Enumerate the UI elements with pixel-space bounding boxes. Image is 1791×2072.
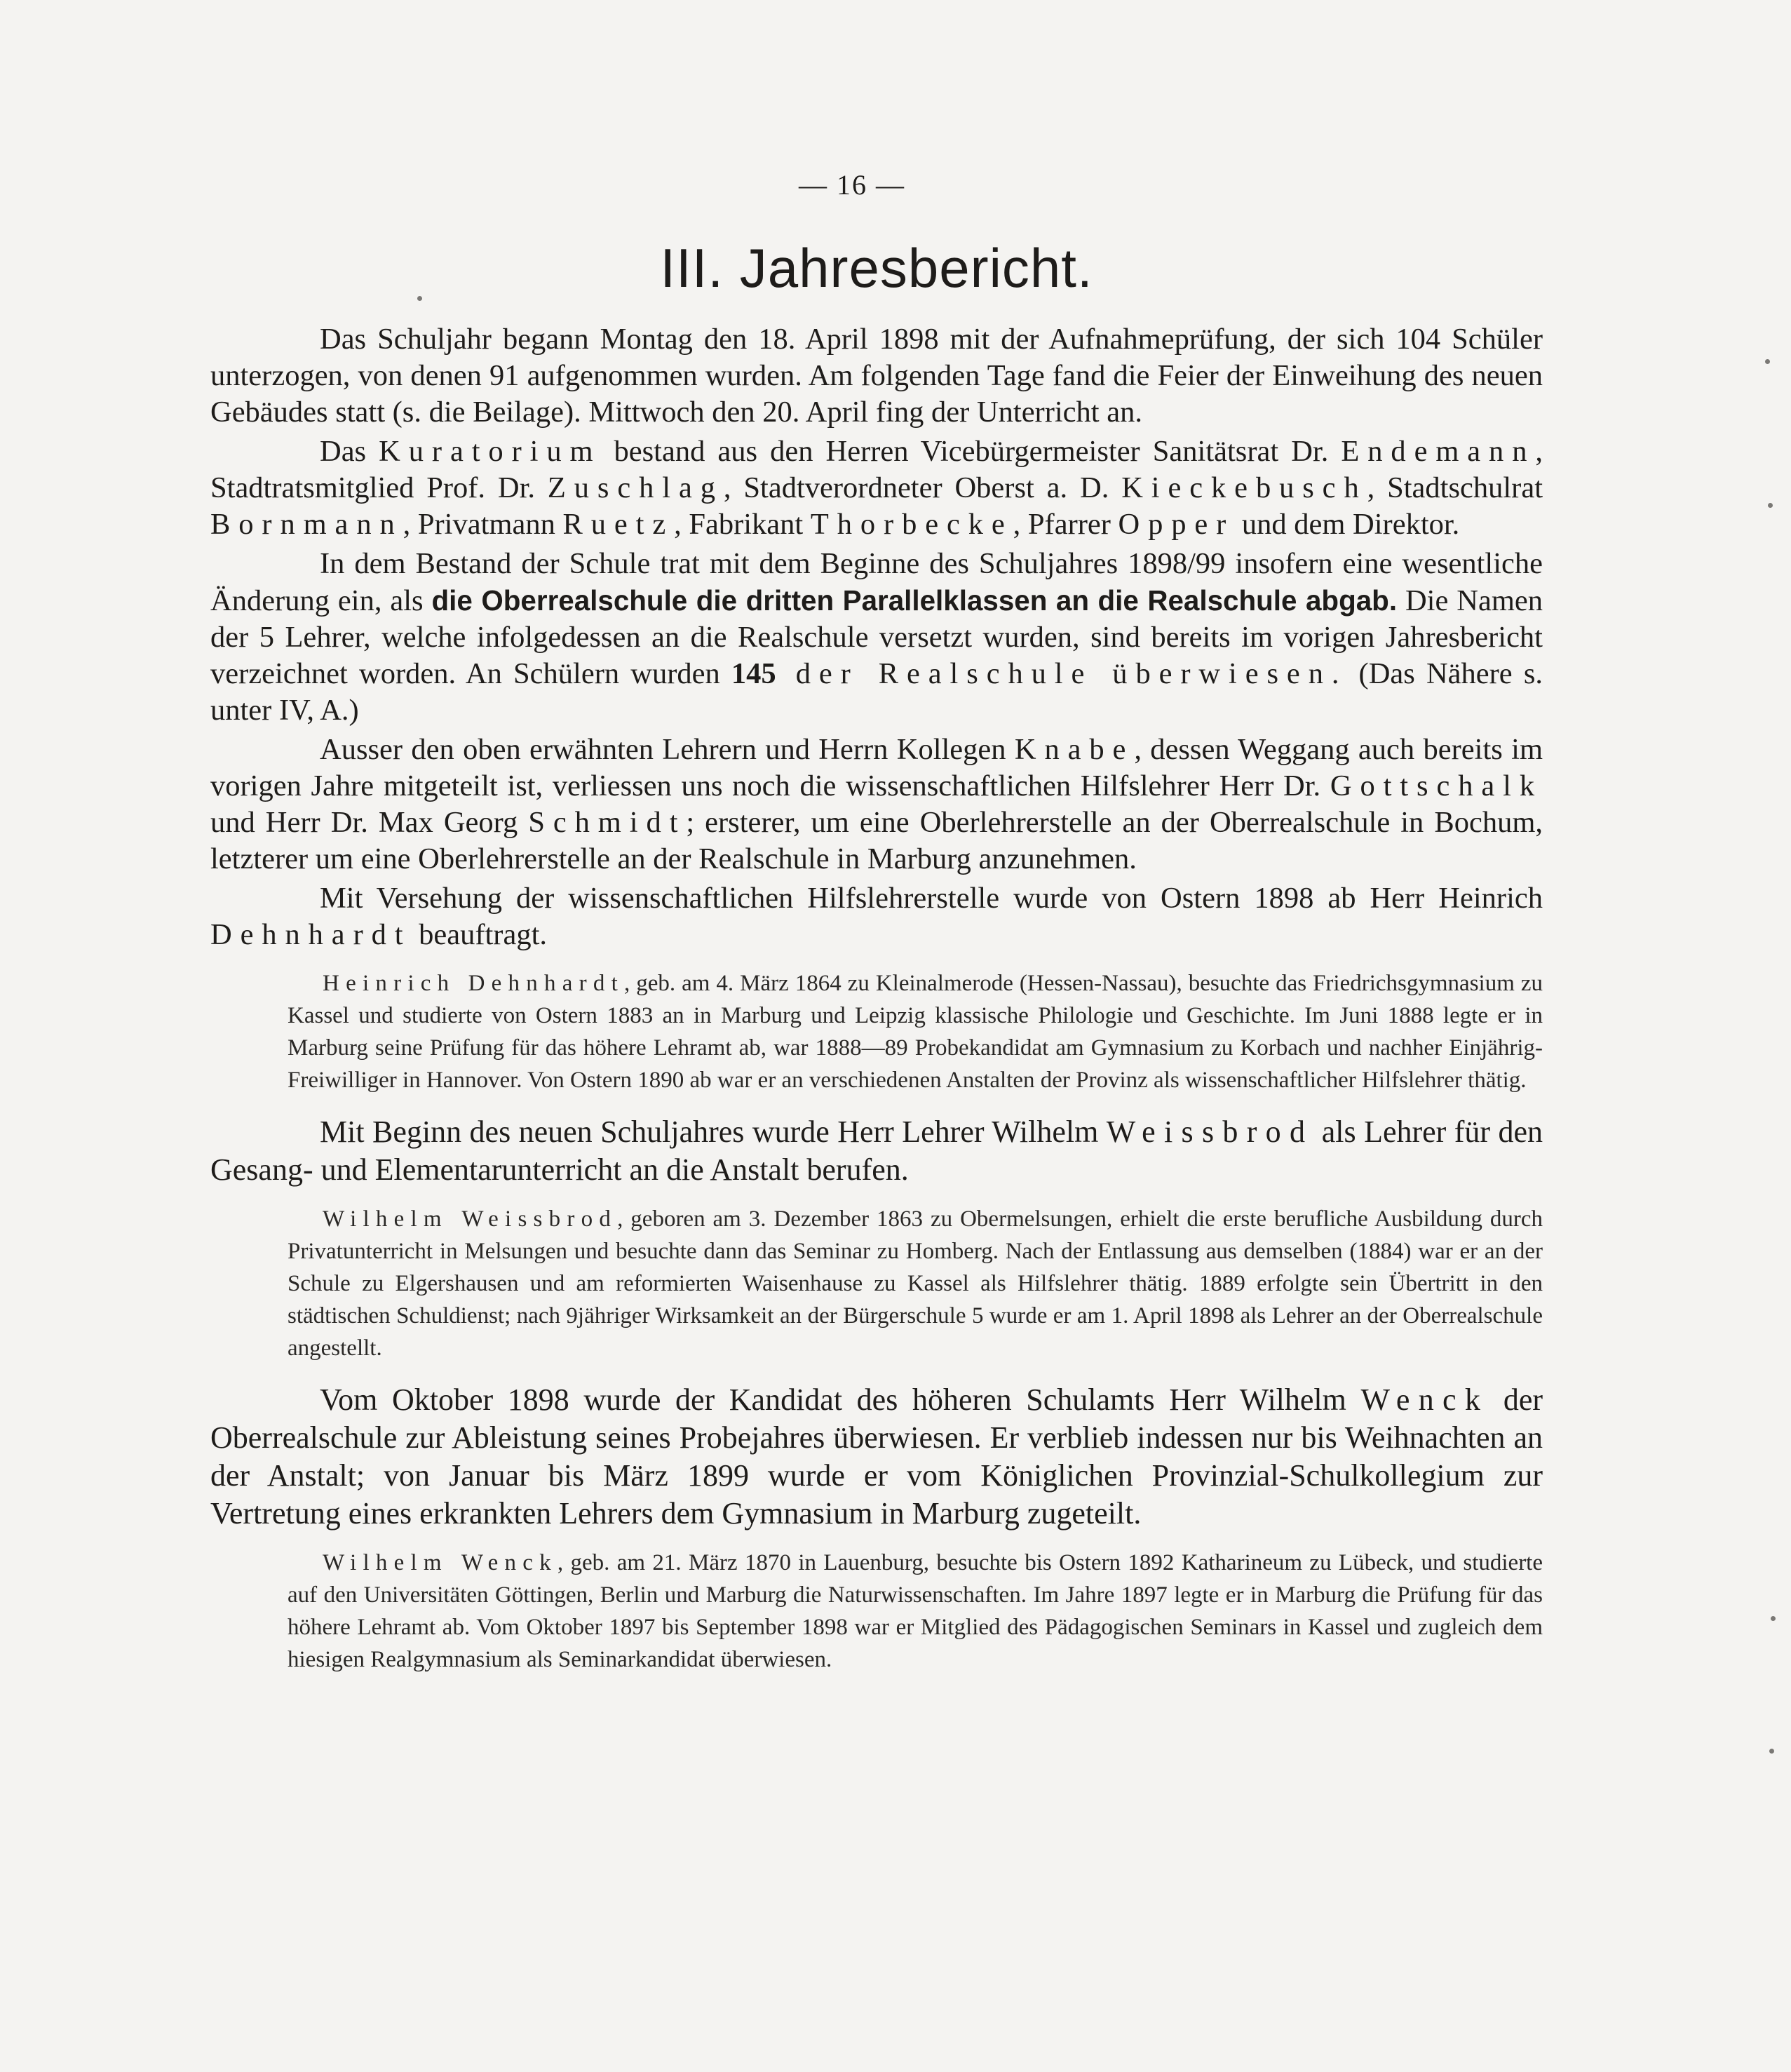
text-run: , Stadtverordneter Oberst a. D. xyxy=(723,471,1122,504)
spaced-name: Thorbecke xyxy=(810,508,1013,541)
paragraph-departures xyxy=(210,732,1543,877)
spaced-text: der Realschule überwiesen. xyxy=(776,657,1348,690)
text-run: , Privatmann xyxy=(403,508,563,541)
paragraph-weissbrod xyxy=(210,1113,1543,1189)
text-run: , Stadtschulrat xyxy=(1367,471,1543,504)
text-run: Mit Versehung der wissenschaftlichen Hilfslehrerstelle wurde von Ostern 1898 ab Herr Heinrich xyxy=(320,882,1543,915)
scan-speck xyxy=(1771,1616,1776,1621)
text-run: , dessen Weggang auch bereits im vorigen Jahre mitgeteilt ist, verliessen uns noch die wissenschaftlichen Hilfslehrer Herr Dr. xyxy=(210,733,1543,802)
paragraph-wenck xyxy=(210,1381,1543,1533)
paragraph-kuratorium xyxy=(210,433,1543,543)
text-run: der Oberrealschule zur Ableistung seines Probejahres überwiesen. Er verblieb indessen nur bis Weihnachten an der Anstalt; von Januar bis März 1899 wurde er vom Königlichen Provinzial-Schulkollegium zur Vertretung eines erkrankten Lehrers dem Gymnasium in Marburg zugeteilt. xyxy=(210,1383,1543,1531)
document-page xyxy=(210,168,1543,1693)
spaced-name: Weissbrod xyxy=(1106,1115,1314,1149)
paragraph-school-change xyxy=(210,546,1543,729)
text-run: Vom Oktober 1898 wurde der Kandidat des höheren Schulamts Herr Wilhelm xyxy=(320,1383,1361,1417)
text-run: , Stadtratsmitglied Prof. Dr. xyxy=(210,435,1543,504)
spaced-name: Wenck xyxy=(1360,1383,1489,1417)
spaced-name: Zuschlag xyxy=(547,471,724,504)
spaced-name: Heinrich Dehnhardt xyxy=(323,971,625,996)
spaced-name: Endemann xyxy=(1341,435,1536,468)
text-run: In dem Bestand der Schule trat mit dem Beginne des Schuljahres 1898/99 insofern eine wesentliche Änderung ein, als xyxy=(210,547,1543,617)
text-run: Die Namen der 5 Lehrer, welche infolgedessen an die Realschule versetzt wurden, sind bereits im vorigen Jahresbericht verzeichnet worden. An Schülern wurden xyxy=(210,584,1543,690)
bold-number: 145 xyxy=(731,657,776,690)
spaced-name: Wilhelm Weissbrod xyxy=(323,1206,618,1232)
spaced-name: Kieckebusch xyxy=(1121,471,1367,504)
scan-speck xyxy=(1765,359,1770,364)
spaced-name: Bornmann xyxy=(210,508,403,541)
paragraph-dehnhardt xyxy=(210,880,1543,953)
text-run: beauftragt. xyxy=(411,918,547,951)
text-run: und Herr Dr. Max Georg xyxy=(210,806,529,839)
spaced-name: Ruetz xyxy=(562,508,675,541)
text-run: ; ersterer, um eine Oberlehrerstelle an der Oberrealschule in Bochum, letzterer um eine Oberlehrerstelle an der Realschule in Marburg anzunehmen. xyxy=(210,806,1543,875)
spaced-name: Schmidt xyxy=(528,806,687,839)
bold-statement: die Oberrealschule die dritten Parallelklassen an die Realschule abgab. xyxy=(431,584,1398,617)
spaced-name: Wilhelm Wenck xyxy=(323,1550,557,1575)
text-run: , geb. am 21. März 1870 in Lauenburg, besuchte bis Ostern 1892 Katharineum zu Lübeck, und studierte auf den Universitäten Göttingen, Berlin und Marburg die Naturwissenschaften. Im Jahre 1897 legte er in Marburg die Prüfung für das höhere Lehramt ab. Vom Oktober 1897 bis September 1898 war er Mitglied des Pädagogischen Seminars in Kassel und zugleich dem hiesigen Realgymnasium als Seminarkandidat überwiesen. xyxy=(288,1550,1543,1672)
text-run: , Pfarrer xyxy=(1013,508,1118,541)
text-run: , geb. am 4. März 1864 zu Kleinalmerode (Hessen-Nassau), besuchte das Friedrichsgymnasium zu Kassel und studierte von Ostern 1883 an in Marburg und Leipzig klassische Philologie und Geschichte. Im Juni 1888 legte er in Marburg seine Prüfung für das höhere Lehramt ab, war 1888—89 Probekandidat am Gymnasium zu Korbach und nachher Einjährig-Freiwilliger in Hannover. Von Ostern 1890 ab war er an verschiedenen Anstalten der Provinz als wissenschaftlicher Hilfslehrer thätig. xyxy=(288,971,1543,1093)
biography-dehnhardt xyxy=(288,967,1543,1096)
text-run: Mit Beginn des neuen Schuljahres wurde Herr Lehrer Wilhelm xyxy=(320,1115,1107,1149)
spaced-name: Opper xyxy=(1118,508,1235,541)
page-number: — 16 — xyxy=(799,169,905,201)
text-run: Ausser den oben erwähnten Lehrern und Herrn Kollegen xyxy=(320,733,1015,766)
spaced-name: Gottschalk xyxy=(1330,769,1543,802)
text-run: als Lehrer für den Gesang- und Elementarunterricht an die Anstalt berufen. xyxy=(210,1115,1543,1187)
spaced-name: Knabe xyxy=(1014,733,1135,766)
biography-weissbrod xyxy=(288,1203,1543,1364)
scan-speck xyxy=(1769,1749,1774,1754)
text-run: bestand aus den Herren Vicebürgermeister Sanitätsrat Dr. xyxy=(601,435,1341,468)
text-run: , geboren am 3. Dezember 1863 zu Obermelsungen, erhielt die erste berufliche Ausbildung durch Privatunterricht in Melsungen und besuchte dann das Seminar zu Homberg. Nach der Entlassung aus demselben (1884) war er an der Schule zu Elgershausen und am reformierten Waisenhause zu Kassel als Hilfslehrer thätig. 1889 erfolgte sein Übertritt in den städtischen Schuldienst; nach 9jähriger Wirksamkeit an der Bürgerschule 5 wurde er am 1. April 1898 als Lehrer an der Oberrealschule angestellt. xyxy=(288,1206,1543,1361)
scan-speck xyxy=(1768,503,1773,508)
text-run: und dem Direktor. xyxy=(1234,508,1460,541)
text-run: Das xyxy=(320,435,379,468)
paragraph-school-year: Das Schuljahr begann Montag den 18. April 1898 mit der Aufnahmeprüfung, der sich 104 Schüler unterzogen, von denen 91 aufgenommen wurden. Am folgenden Tage fand die Feier der Einweihung des neuen Gebäudes statt (s. die Beilage). Mittwoch den 20. April fing der Unterricht an. xyxy=(210,323,1543,429)
biography-wenck xyxy=(288,1547,1543,1676)
page-title: III. Jahresbericht. xyxy=(660,237,1093,299)
spaced-name: Kuratorium xyxy=(379,435,602,468)
text-run: , Fabrikant xyxy=(674,508,811,541)
spaced-name: Dehnhardt xyxy=(210,918,412,951)
text-run: (Das Nähere s. unter IV, A.) xyxy=(210,657,1543,727)
